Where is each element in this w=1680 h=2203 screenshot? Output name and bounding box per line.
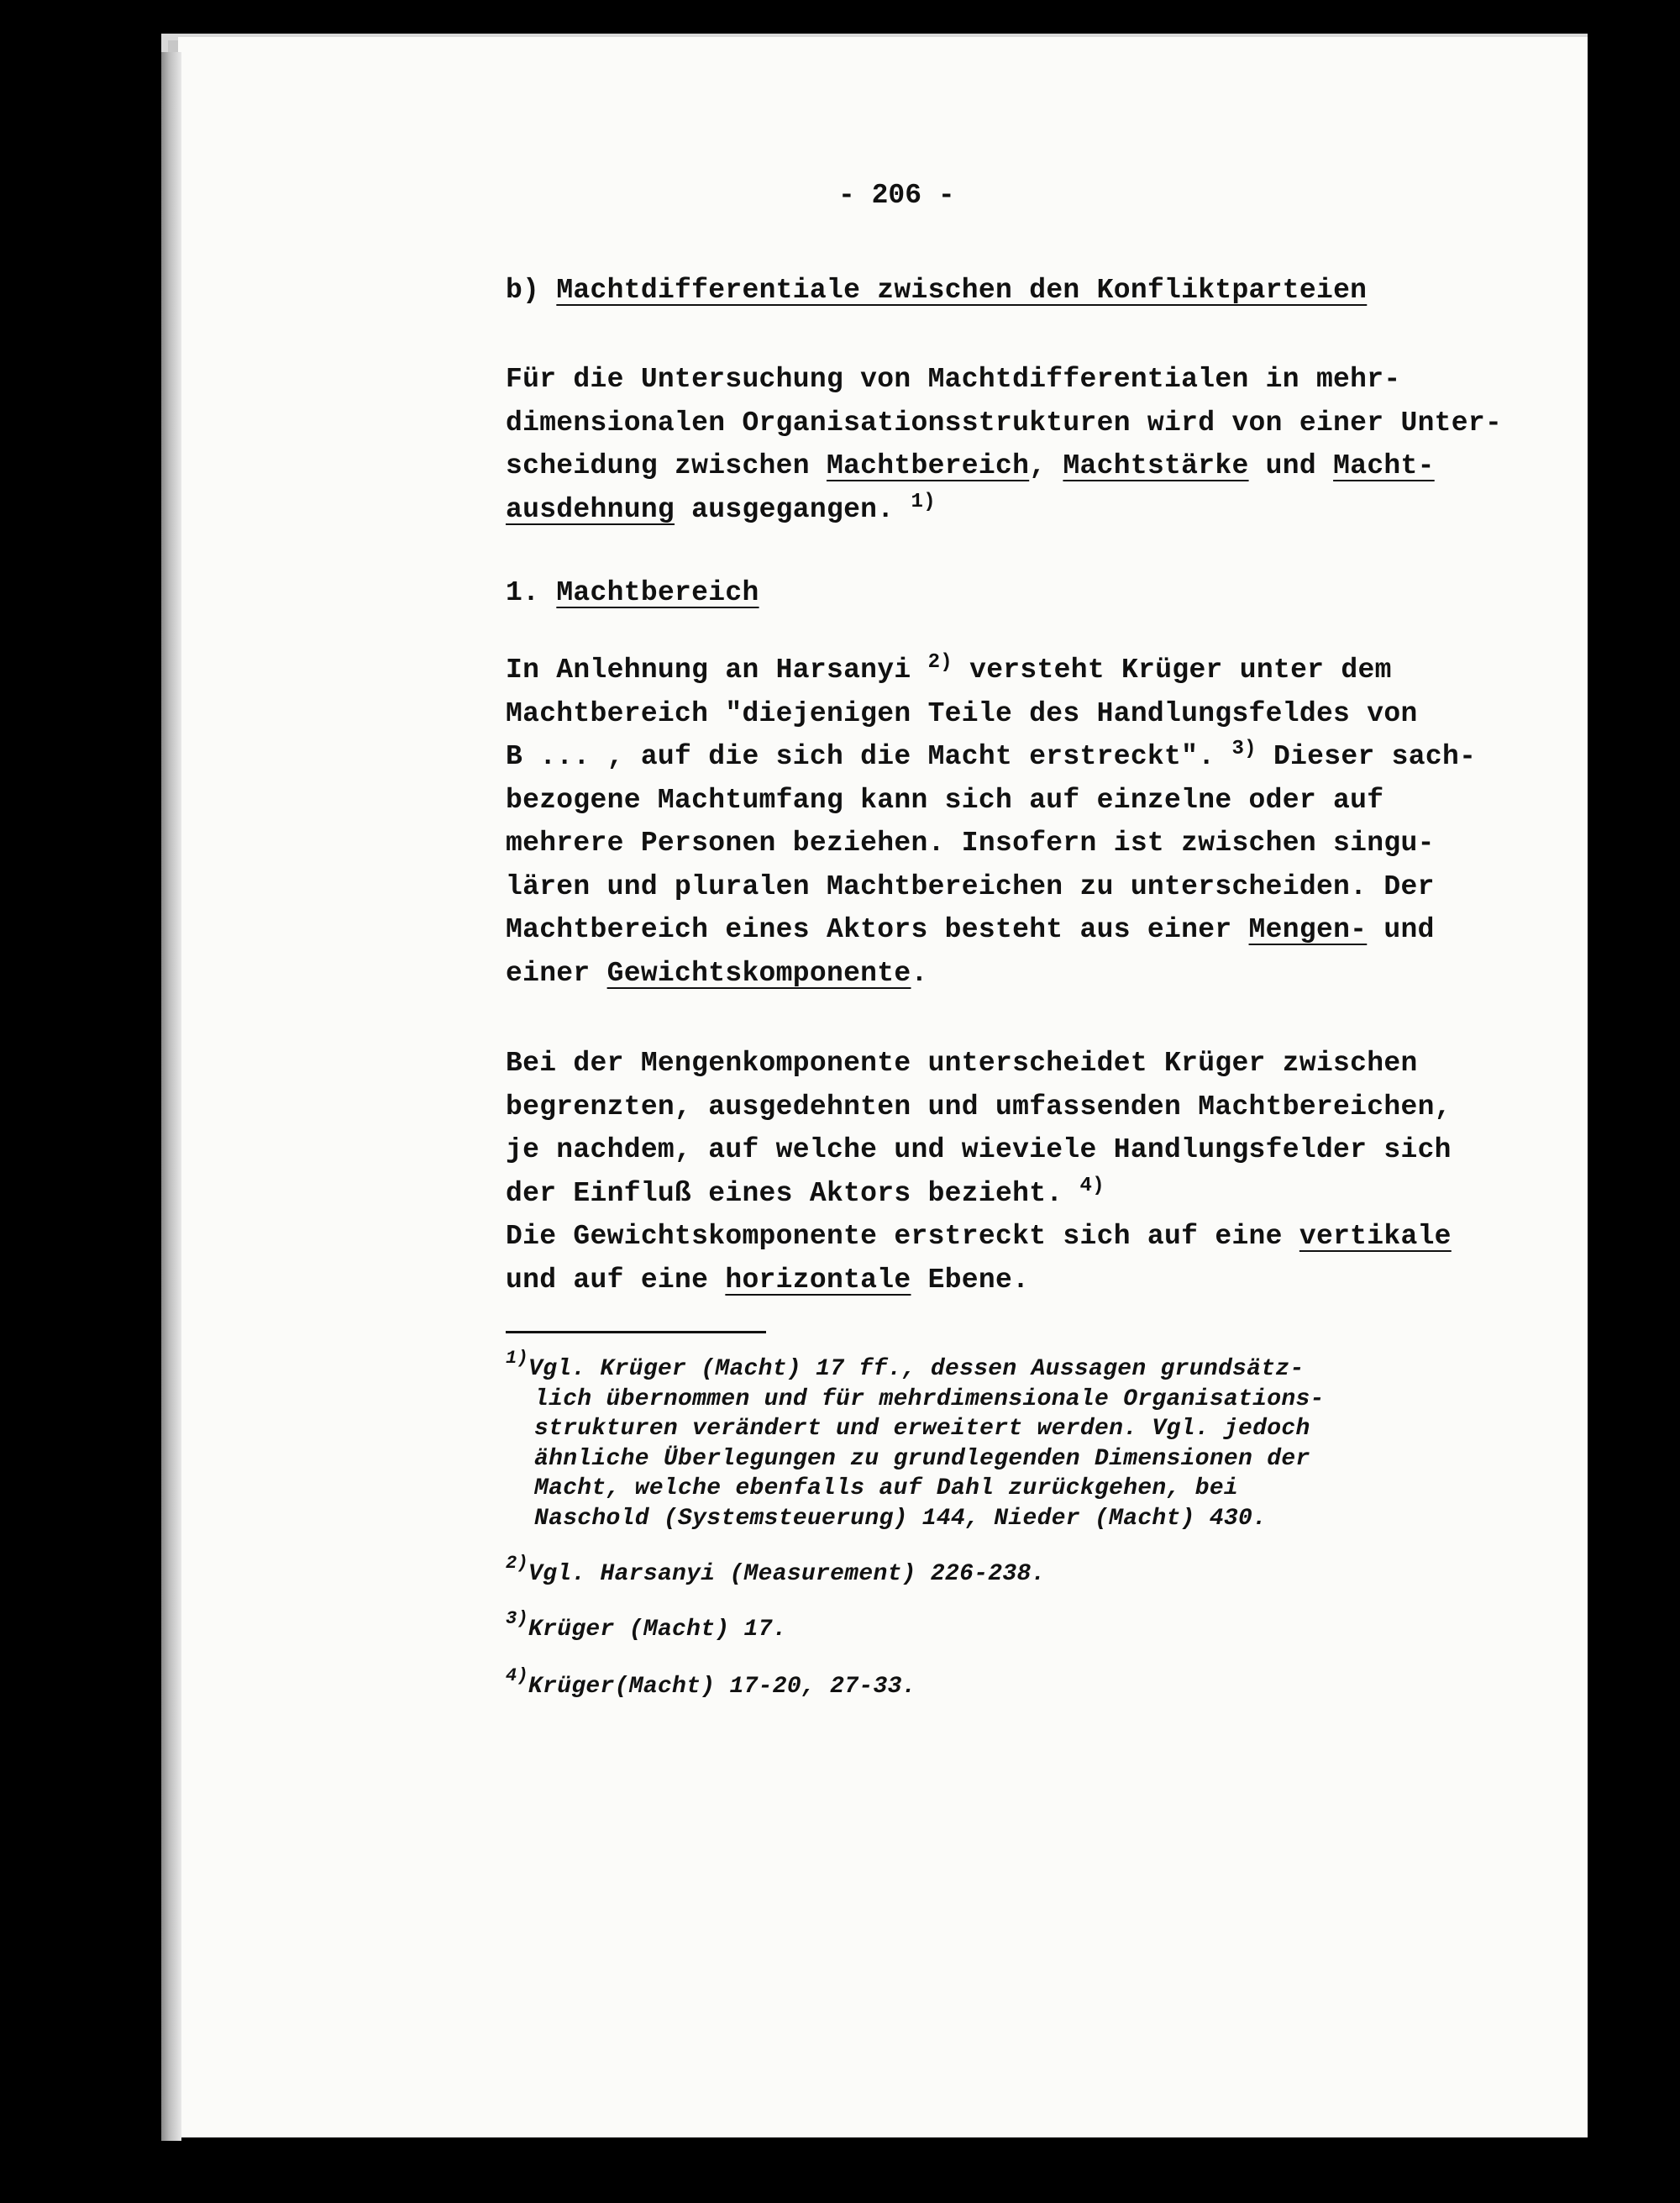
term-vertikale: vertikale [1299, 1221, 1452, 1252]
term-mengen: Mengen- [1248, 914, 1368, 945]
footnote-3-mark: 3) [506, 1608, 529, 1629]
intro-line-4: ausdehnung ausgegangen. $^{1)}$ [506, 490, 936, 525]
footnote-4-mark: 4) [506, 1665, 529, 1686]
term-horizontale: horizontale [725, 1264, 911, 1296]
para1-line-3: B ... , auf die sich die Macht erstreckt". $^{3)}$ Dieser sach- [506, 738, 1477, 772]
para1-line-8: einer Gewichtskomponente. [506, 957, 928, 989]
footnote-3: $^{3)}$Krüger (Macht) 17. [506, 1608, 787, 1643]
footnote-2-mark: 2) [506, 1553, 529, 1574]
page-number: - 206 - [838, 180, 955, 211]
footnote-ref-2: 2) [927, 651, 953, 674]
para1-line-2: Machtbereich "diejenigen Teile des Handlungsfeldes von [506, 697, 1418, 729]
para2-line-1: Bei der Mengenkomponente unterscheidet Krüger zwischen [506, 1048, 1418, 1079]
term-machtstaerke: Machtstärke [1063, 450, 1249, 481]
footnote-1: $^{1)}$Vgl. Krüger (Macht) 17 ff., dessen Aussagen grundsätz- lich übernommen und für mehrdimensionale Organisations- strukturen verändert und erweitert werden. Vgl. jedoch ähnliche Überlegungen zu grundlegenden Dimensionen der Macht, welche ebenfalls auf Dahl zurückgehen, bei Naschold (Systemsteuerung) 144, Nieder (Macht) 430. [506, 1348, 1325, 1532]
term-gewichtskomponente: Gewichtskomponente [606, 957, 911, 989]
para2-line-3: je nachdem, auf welche und wieviele Handlungsfelder sich [506, 1134, 1452, 1165]
para2-line-6: und auf eine horizontale Ebene. [506, 1264, 1030, 1296]
section-1-title: Machtbereich [556, 577, 759, 608]
section-b-prefix: b) [506, 275, 540, 306]
para1-line-1: In Anlehnung an Harsanyi $^{2)}$ versteht Krüger unter dem [506, 651, 1392, 686]
footnote-divider [506, 1331, 766, 1333]
intro-line-3: scheidung zwischen Machtbereich, Machtstärke und Macht- [506, 450, 1435, 481]
footnote-1-mark: 1) [506, 1348, 529, 1369]
intro-line-1: Für die Untersuchung von Machtdifferentialen in mehr- [506, 364, 1401, 395]
para2-line-5: Die Gewichtskomponente erstreckt sich auf eine vertikale [506, 1221, 1452, 1252]
section-1-heading [506, 571, 759, 615]
footnote-ref-1: 1) [911, 490, 936, 513]
para2-line-2: begrenzten, ausgedehnten und umfassenden Machtbereichen, [506, 1091, 1452, 1123]
section-b-title: Machtdifferentiale zwischen den Konfliktparteien [556, 275, 1368, 306]
para1-line-7: Machtbereich eines Aktors besteht aus einer Mengen- und [506, 914, 1435, 945]
term-ausdehnung: ausdehnung [506, 493, 675, 525]
footnote-ref-4: 4) [1079, 1174, 1105, 1197]
footnote-2: $^{2)}$Vgl. Harsanyi (Measurement) 226-238. [506, 1553, 1046, 1587]
para1-line-5: mehrere Personen beziehen. Insofern ist zwischen singu- [506, 828, 1435, 859]
paragraph-1 [506, 649, 1476, 995]
footnote-4: $^{4)}$Krüger(Macht) 17-20, 27-33. [506, 1665, 916, 1700]
para1-line-4: bezogene Machtumfang kann sich auf einzelne oder auf [506, 784, 1384, 816]
term-macht: Macht- [1333, 450, 1435, 481]
section-1-prefix: 1. [506, 577, 540, 608]
document-page [178, 37, 1588, 2137]
para2-line-4: der Einfluß eines Aktors bezieht. $^{4)}$ [506, 1174, 1105, 1209]
book-spine-edge [161, 52, 181, 2141]
para1-line-6: lären und pluralen Machtbereichen zu unterscheiden. Der [506, 870, 1435, 902]
section-b-heading [506, 269, 1367, 313]
footnote-ref-3: 3) [1231, 738, 1257, 760]
paragraph-2 [506, 1042, 1452, 1301]
term-machtbereich: Machtbereich [826, 450, 1030, 481]
intro-line-2: dimensionalen Organisationsstrukturen wird von einer Unter- [506, 407, 1503, 439]
intro-paragraph [506, 358, 1502, 531]
